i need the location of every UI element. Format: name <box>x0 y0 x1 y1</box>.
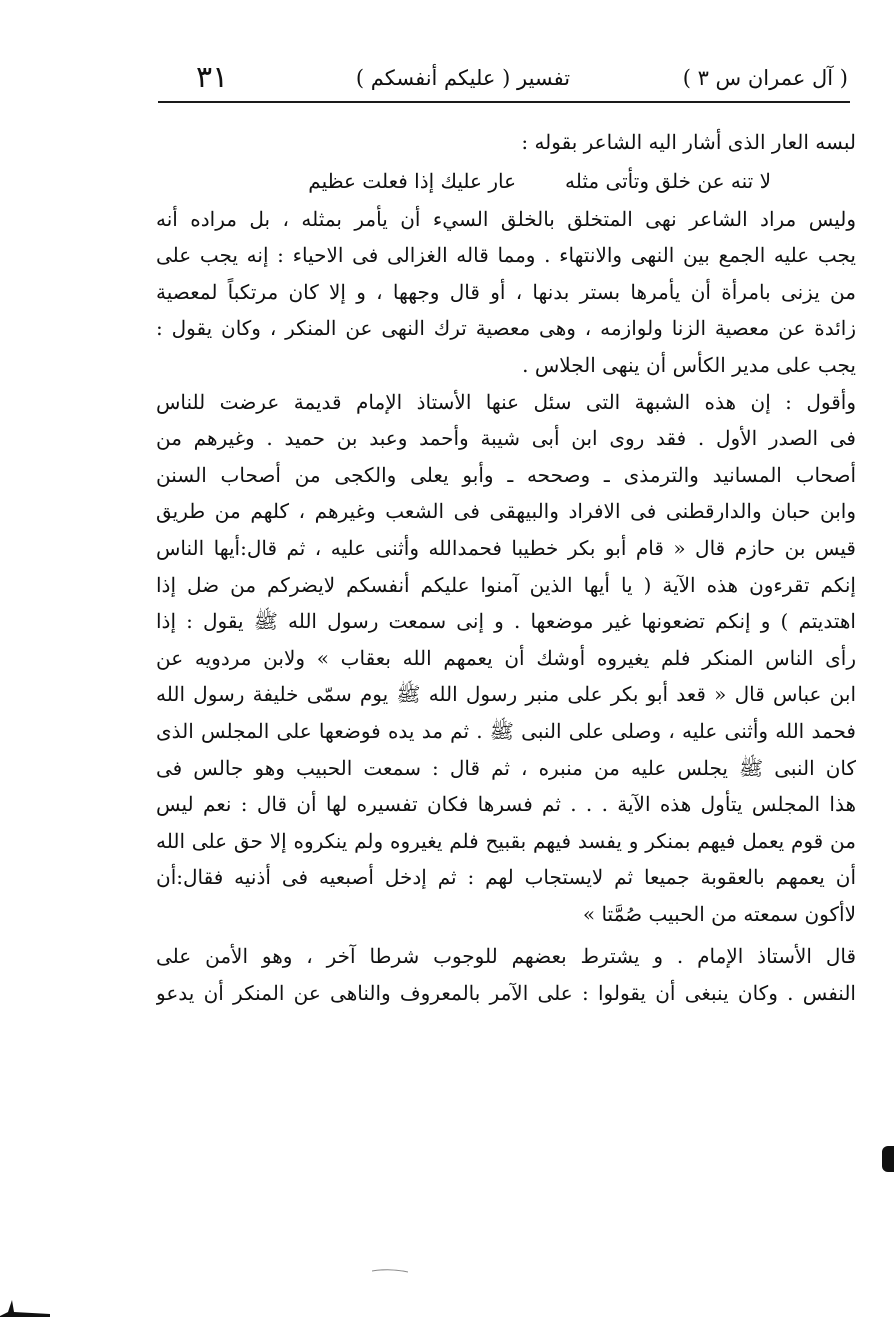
text-line: كان النبى ﷺ يجلس عليه من منبره ، ثم قال : سمعت الحبيب وهو جالس فى <box>156 755 856 780</box>
text-line: أصحاب المسانيد والترمذى ـ وصححه ـ وأبو يعلى والكجى من أصحاب السنن <box>156 462 856 487</box>
text-line: قال الأستاذ الإمام . و يشترط بعضهم للوجوب شرطا آخر ، وهو الأمن على <box>156 944 856 969</box>
running-header <box>158 60 848 100</box>
text-line: ابن عباس قال « قعد أبو بكر على منبر رسول الله ﷺ يوم سمّى خليفة رسول الله <box>156 682 856 707</box>
text-line: قيس بن حازم قال « قام أبو بكر خطيبا فحمدالله وأثنى عليه ، ثم قال:أيها الناس <box>156 535 856 560</box>
text-line: لاأكون سمعته من الحبيب صُمَّتا » <box>582 901 856 926</box>
text-line: وليس مراد الشاعر نهى المتخلق بالخلق السيء أن يأمر بمثله ، بل مراده أنه <box>156 206 856 231</box>
verse-first-hemistich: لا تنه عن خلق وتأتى مثله <box>565 168 771 193</box>
scan-edge-mark <box>882 1146 894 1172</box>
scan-corner-mark <box>0 1298 52 1318</box>
text-line: رأى الناس المنكر فلم يغيروه أوشك أن يعمهم الله بعقاب » ولابن مردويه عن <box>156 645 856 670</box>
text-line: وابن حبان والدارقطنى فى الافراد والبيهقى فى الشعب وغيرهم ، كلهم من طريق <box>156 499 856 524</box>
page-number: ٣١ <box>196 60 229 95</box>
text-line: أن يعمهم بالعقوبة جميعا ثم لايستجاب لهم : ثم إدخل أصبعيه فى أذنيه فقال:أن <box>156 865 856 890</box>
text-line: فى الصدر الأول . فقد روى ابن أبى شيبة وأحمد وعبد بن حميد . وغيرهم من <box>156 426 856 451</box>
text-line: فحمد الله وأثنى عليه ، وصلى على النبى ﷺ . ثم مد يده فوضعها على المجلس الذى <box>156 718 856 743</box>
verse-second-hemistich: عار عليك إذا فعلت عظيم <box>308 168 516 193</box>
body-text <box>156 124 856 1012</box>
text-line: النفس . وكان ينبغى أن يقولوا : على الآمر بالمعروف والناهى عن المنكر أن يدعو <box>156 981 856 1006</box>
scan-smudge <box>372 1268 408 1274</box>
poetry-verse <box>156 161 856 201</box>
header-divider <box>158 101 850 103</box>
text-line: زائدة عن معصية الزنا ولوازمه ، وهى معصية ترك النهى عن المنكر ، وكان يقول : <box>156 316 856 341</box>
text-line: وأقول : إن هذه الشبهة التى سئل عنها الأستاذ الإمام قديمة عرضت للناس <box>156 389 856 414</box>
text-line: يجب عليه الجمع بين النهى والانتهاء . ومما قاله الغزالى فى الاحياء : إنه يجب على <box>156 243 856 268</box>
text-line: من قوم يعمل فيهم بمنكر و يفسد فيهم بقبيح فلم يغيروه ولم ينكروه إلا حق على الله <box>156 828 856 853</box>
header-surah-reference: ( آل عمران س ٣ ) <box>682 66 848 90</box>
text-line: يجب على مدير الكأس أن ينهى الجلاس . <box>522 352 856 377</box>
text-line: لبسه العار الذى أشار اليه الشاعر بقوله : <box>521 130 856 154</box>
text-line: من يزنى بامرأة أن يأمرها بستر بدنها ، أو قال وجهها ، و إلا كان مرتكباً لمعصية <box>156 279 856 304</box>
text-line: اهتديتم ) و إنكم تضعونها غير موضعها . و إنى سمعت رسول الله ﷺ يقول : إذا <box>156 609 856 634</box>
text-line: إنكم تقرءون هذه الآية ( يا أيها الذين آمنوا عليكم أنفسكم لايضركم من ضل إذا <box>156 572 856 597</box>
text-line: هذا المجلس يتأول هذه الآية . . . ثم فسرها فكان تفسيره لها أن قال : نعم ليس <box>156 792 856 817</box>
header-section-title: تفسير ( عليكم أنفسكم ) <box>355 66 571 90</box>
